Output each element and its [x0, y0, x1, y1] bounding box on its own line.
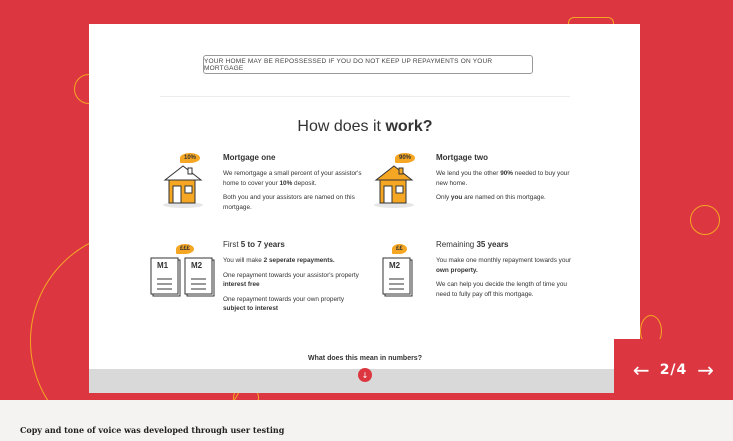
house-icon: [371, 158, 417, 208]
text-run: One repayment towards your own property: [223, 295, 345, 303]
slide-counter: 2/4: [659, 361, 688, 378]
heading-bold: work?: [385, 118, 433, 135]
arrow-down-icon: ↓: [361, 370, 369, 380]
section-text: [223, 295, 363, 314]
percent-badge: 90%: [395, 153, 415, 163]
text-run: One repayment towards your assistor's property: [223, 271, 359, 279]
section-text: [436, 256, 576, 275]
text-bold: you: [450, 194, 463, 201]
doc-label: M2: [191, 261, 203, 270]
divider: [160, 96, 570, 97]
text-bold: interest free: [223, 281, 260, 288]
pound-badge: £££: [176, 244, 194, 254]
section-title: Mortgage two: [436, 153, 488, 162]
section-title: [223, 240, 363, 249]
section-title: [436, 240, 576, 249]
heading-prefix: How does it: [297, 118, 386, 135]
numbers-link[interactable]: What does this mean in numbers?: [308, 355, 422, 362]
house-icon: [160, 158, 206, 208]
section-text: [436, 169, 576, 188]
house-illustration-two: [371, 158, 417, 208]
text-run: Only: [436, 194, 451, 201]
text-run: We lend you the other: [436, 170, 501, 177]
doc-label: M2: [389, 261, 401, 270]
arrow-left-icon[interactable]: ←: [632, 357, 650, 382]
text-run: You will make: [223, 257, 264, 264]
section-text: [223, 271, 363, 290]
text-bold: 35 years: [476, 240, 509, 249]
text-run: are named on this mortgage.: [462, 194, 546, 201]
text-bold: 10%: [279, 179, 293, 187]
percent-badge: 10%: [180, 153, 200, 163]
mortgage-two-section: [436, 153, 576, 208]
section-text: Both you and your assistors are named on this mortgage.: [223, 194, 355, 211]
section-text: [436, 193, 576, 203]
first-years-section: [223, 240, 363, 319]
repossession-warning: YOUR HOME MAY BE REPOSSESSED IF YOU DO NOT KEEP UP REPAYMENTS ON YOUR MORTGAGE: [203, 55, 533, 74]
text-run: First: [223, 240, 241, 249]
text-run: needed to buy your new home.: [436, 170, 570, 187]
text-run: You make one monthly repayment towards your: [436, 257, 572, 264]
section-text: We can help you decide the length of time you need to fully pay off this mortgage.: [436, 281, 567, 298]
text-bold: 5 to 7 years: [240, 240, 285, 249]
text-run: deposit.: [292, 179, 317, 187]
text-bold: 90%: [500, 170, 513, 177]
doc-label: M1: [157, 261, 169, 270]
remaining-years-section: [436, 240, 576, 304]
arrow-right-icon[interactable]: →: [697, 357, 715, 382]
section-text: [223, 169, 363, 188]
section-text: [223, 256, 363, 266]
slide-nav: [614, 339, 733, 400]
house-illustration-one: [160, 158, 206, 208]
mortgage-one-section: [223, 153, 363, 217]
page-heading: [200, 118, 530, 136]
text-run: We remortgage a small percent of your assistor's home to cover your: [223, 170, 362, 187]
scroll-down-button[interactable]: [358, 368, 372, 382]
text-bold: own property.: [436, 266, 478, 274]
section-title: Mortgage one: [223, 153, 276, 162]
text-run: Remaining: [436, 240, 477, 249]
text-bold: 2 seperate repayments.: [263, 257, 335, 264]
deco-circle: [690, 205, 720, 235]
image-caption: Copy and tone of voice was developed through user testing: [20, 425, 285, 435]
text-bold: subject to interest: [223, 305, 279, 312]
pound-badge: ££: [392, 244, 407, 254]
